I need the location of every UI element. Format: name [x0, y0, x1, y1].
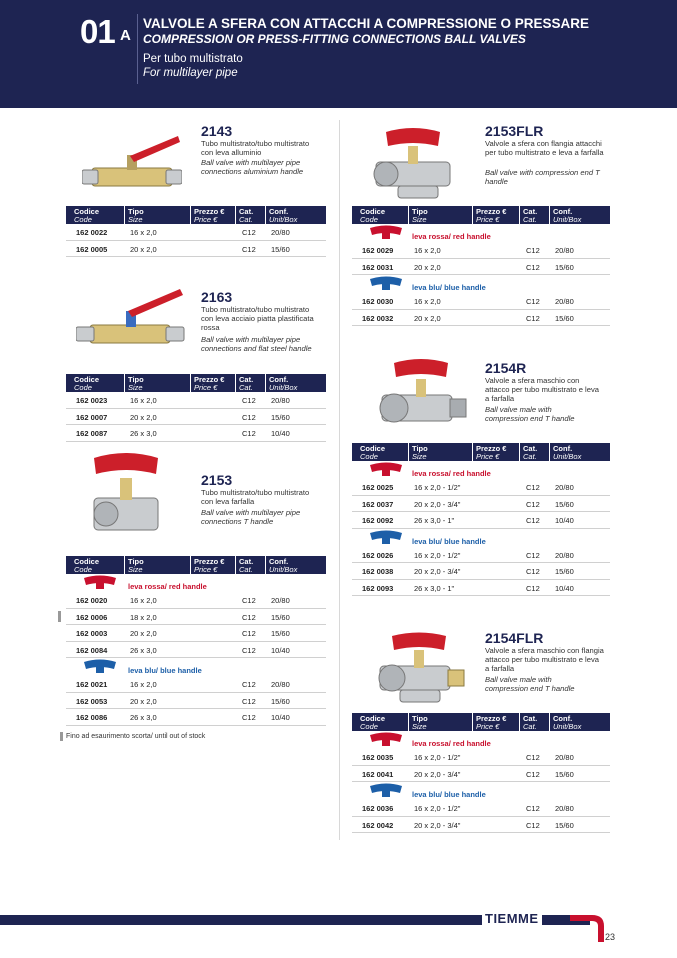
- table-row: 162 0029 16 x 2,0 C12 20/80: [352, 242, 610, 259]
- table-header: [66, 206, 326, 224]
- table-row: 162 0023 16 x 2,0 C12 20/80: [66, 392, 326, 409]
- table-row: 162 0038 20 x 2,0 - 3/4" C12 15/60: [352, 563, 610, 580]
- brand-logo: TIEMME: [482, 911, 542, 926]
- product-code: 2163: [201, 289, 233, 305]
- product-desc-it: Valvole a sfera maschio con attacco per tubo multistrato e leva a farfalla: [485, 376, 599, 404]
- product-desc-en: Ball valve with multilayer pipe connections T handle: [201, 508, 301, 527]
- product-desc-it: Valvole a sfera maschio con flangia attacco per tubo multistrato e leva a farfalla: [485, 646, 604, 674]
- section-number: 01: [80, 13, 115, 50]
- table-row: 162 0005 20 x 2,0 C12 15/60: [66, 241, 326, 258]
- table-2163: [66, 374, 326, 442]
- footnote-mark: [60, 732, 63, 741]
- valve-lever-handle-image: [82, 130, 182, 195]
- blue-handle-group: leva blu/ blue handle: [66, 658, 326, 676]
- table-row: 162 0032 20 x 2,0 C12 15/60: [352, 310, 610, 327]
- blue-handle-icon: [368, 276, 404, 290]
- brand-swoosh-icon: [570, 912, 610, 942]
- table-row: 162 0020 16 x 2,0 C12 20/80: [66, 592, 326, 609]
- footnote: Fino ad esaurimento scorta/ until out of stock: [66, 733, 206, 740]
- product-desc-en: Ball valve with multilayer pipe connections aluminium handle: [201, 158, 304, 177]
- red-handle-icon: [368, 225, 404, 239]
- table-row: 162 0031 20 x 2,0 C12 15/60: [352, 259, 610, 276]
- product-code: 2154FLR: [485, 630, 544, 646]
- section-letter: A: [120, 27, 131, 44]
- table-2153: [66, 556, 326, 726]
- table-2154FLR: [352, 713, 610, 833]
- header-divider: [137, 14, 138, 84]
- blue-handle-group: leva blu/ blue handle: [352, 782, 610, 800]
- th-cat: Cat. Cat.: [239, 207, 254, 224]
- product-desc-it: Valvole a sfera con flangia attacchi per tubo multistrato e leva a farfalla: [485, 139, 604, 158]
- product-desc-en: Ball valve with compression end T handle: [485, 168, 600, 187]
- page-number: 23: [605, 932, 616, 942]
- table-row: 162 0037 20 x 2,0 - 3/4" C12 15/60: [352, 496, 610, 513]
- valve-flat-handle-image: [76, 285, 186, 357]
- product-desc-en: Ball valve with multilayer pipe connections and flat steel handle: [201, 335, 312, 354]
- red-handle-icon: [368, 732, 404, 746]
- blue-handle-group: leva blu/ blue handle: [352, 275, 610, 293]
- valve-male-image: [374, 355, 470, 435]
- table-row: 162 0053 20 x 2,0 C12 15/60: [66, 693, 326, 710]
- page-subtitle-it: Per tubo multistrato: [143, 53, 243, 65]
- table-row: 162 0041 20 x 2,0 - 3/4" C12 15/60: [352, 766, 610, 783]
- column-divider: [339, 120, 340, 840]
- out-of-stock-mark: [58, 611, 61, 622]
- th-price: Prezzo € Price €: [194, 207, 225, 224]
- th-size: Tipo Size: [128, 207, 144, 224]
- table-row: 162 0042 20 x 2,0 - 3/4" C12 15/60: [352, 817, 610, 834]
- table-2153FLR: [352, 206, 610, 326]
- red-handle-group: leva rossa/ red handle: [352, 224, 610, 242]
- product-code: 2153: [201, 472, 233, 488]
- product-desc-en: Ball valve male with compression end T handle: [485, 675, 575, 694]
- table-row: 162 0087 26 x 3,0 C12 10/40: [66, 425, 326, 442]
- page-subtitle-en: For multilayer pipe: [143, 67, 238, 79]
- table-header: Codice Code Tipo Size Prezzo € Price € Cat. Cat. Conf. Unit/Box: [66, 556, 326, 574]
- table-2154R: [352, 443, 610, 596]
- product-desc-it: Tubo multistrato/tubo multistrato con leva alluminio: [201, 139, 310, 158]
- valve-flange-image: [370, 126, 460, 206]
- blue-handle-icon: [82, 659, 118, 673]
- table-row: 162 0092 26 x 3,0 - 1" C12 10/40: [352, 512, 610, 529]
- red-handle-icon: [82, 575, 118, 589]
- page-title-it: VALVOLE A SFERA CON ATTACCHI A COMPRESSIONE O PRESSARE: [143, 16, 590, 31]
- th-box: Conf. Unit/Box: [269, 207, 298, 224]
- table-header: Codice Code Tipo Size Prezzo € Price € Cat. Cat. Conf. Unit/Box: [66, 374, 326, 392]
- red-handle-group: leva rossa/ red handle: [352, 731, 610, 749]
- valve-male-flange-image: [372, 632, 468, 712]
- valve-t-handle-image: [86, 444, 166, 544]
- table-header: Codice Code Tipo Size Prezzo € Price € Cat. Cat. Conf. Unit/Box: [352, 206, 610, 224]
- table-row: 162 0030 16 x 2,0 C12 20/80: [352, 293, 610, 310]
- blue-handle-icon: [368, 783, 404, 797]
- table-row: 162 0086 26 x 3,0 C12 10/40: [66, 709, 326, 726]
- product-desc-it: Tubo multistrato/tubo multistrato con leva farfalla: [201, 488, 310, 507]
- th-code: Codice Code: [74, 207, 100, 224]
- table-row: 162 0003 20 x 2,0 C12 15/60: [66, 625, 326, 642]
- table-row: 162 0036 16 x 2,0 - 1/2" C12 20/80: [352, 800, 610, 817]
- table-header: Codice Code Tipo Size Prezzo € Price € Cat. Cat. Conf. Unit/Box: [352, 443, 610, 461]
- red-handle-group: leva rossa/ red handle: [66, 574, 326, 592]
- product-code: 2153FLR: [485, 123, 544, 139]
- table-2143: [66, 206, 326, 257]
- product-code: 2154R: [485, 360, 527, 376]
- table-row: 162 0006 18 x 2,0 C12 15/60: [66, 609, 326, 626]
- table-header: Codice Code Tipo Size Prezzo € Price € Cat. Cat. Conf. Unit/Box: [352, 713, 610, 731]
- blue-handle-group: leva blu/ blue handle: [352, 529, 610, 547]
- table-row: 162 0084 26 x 3,0 C12 10/40: [66, 642, 326, 659]
- table-row: 162 0035 16 x 2,0 - 1/2" C12 20/80: [352, 749, 610, 766]
- table-row: 162 0007 20 x 2,0 C12 15/60: [66, 409, 326, 426]
- table-row: 162 0093 26 x 3,0 - 1" C12 10/40: [352, 580, 610, 597]
- blue-handle-icon: [368, 530, 404, 544]
- table-row: 162 0026 16 x 2,0 - 1/2" C12 20/80: [352, 547, 610, 564]
- table-row: 162 0022 16 x 2,0 C12 20/80: [66, 224, 326, 241]
- page-title-en: COMPRESSION OR PRESS-FITTING CONNECTIONS BALL VALVES: [143, 32, 526, 46]
- red-handle-icon: [368, 462, 404, 476]
- table-row: 162 0025 16 x 2,0 - 1/2" C12 20/80: [352, 479, 610, 496]
- product-desc-en: Ball valve male with compression end T handle: [485, 405, 575, 424]
- product-code: 2143: [201, 123, 233, 139]
- product-desc-it: Tubo multistrato/tubo multistrato con leva acciaio piatta plastificata rossa: [201, 305, 314, 333]
- red-handle-group: leva rossa/ red handle: [352, 461, 610, 479]
- table-row: 162 0021 16 x 2,0 C12 20/80: [66, 676, 326, 693]
